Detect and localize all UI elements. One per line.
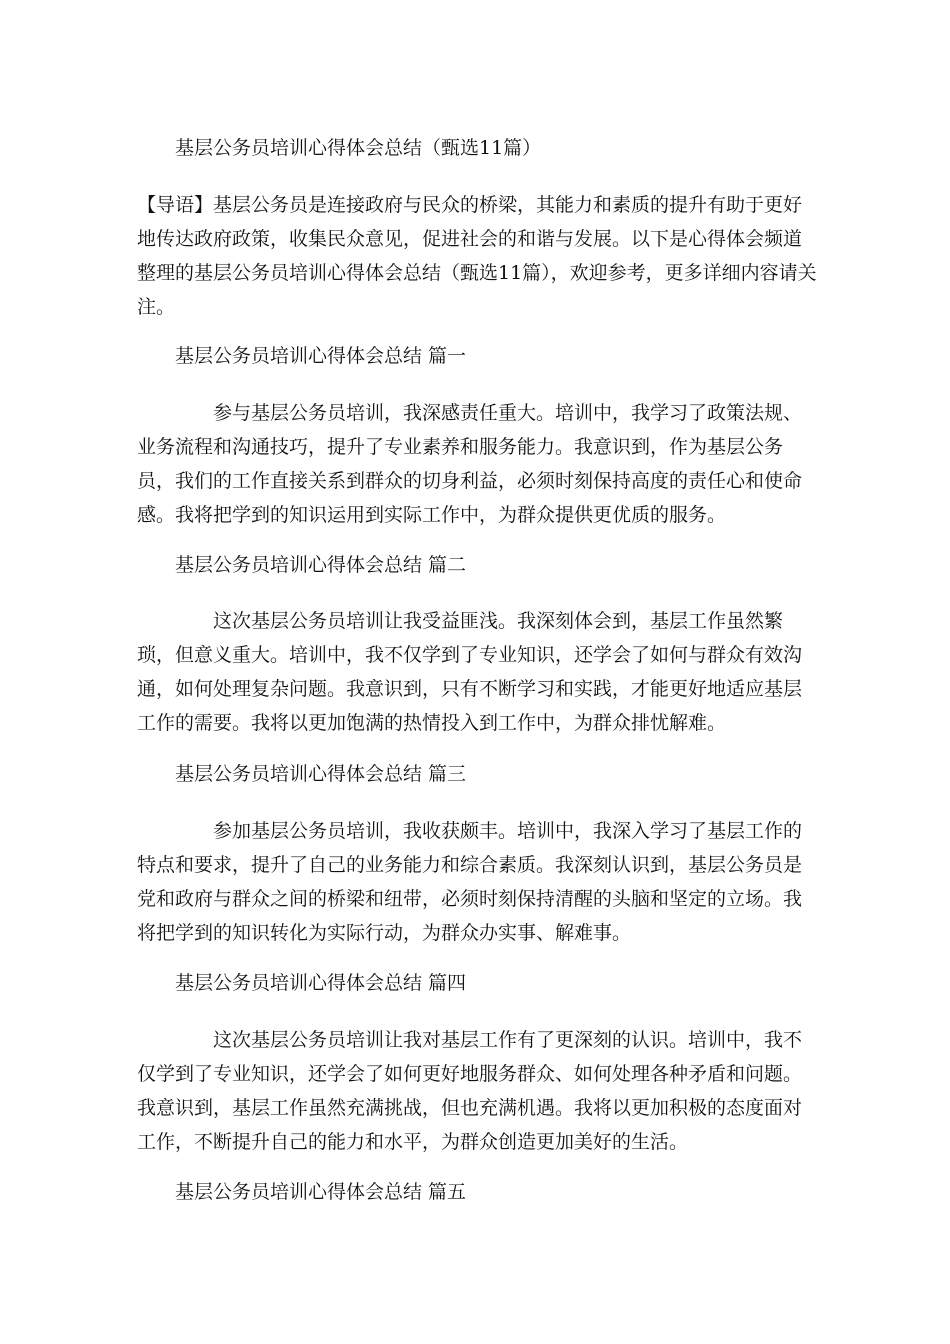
section-heading-1: 基层公务员培训心得体会总结 篇一 xyxy=(175,345,467,367)
section-body-2: 这次基层公务员培训让我受益匪浅。我深刻体会到，基层工作虽然繁琐，但意义重大。培训中，我不仅学到了专业知识，还学会了如何与群众有效沟通，如何处理复杂问题。我意识到，只有不断学习和实践，才能更好地适应基层工作的需要。我将以更加饱满的热情投入到工作中，为群众排忧解难。 xyxy=(137,610,803,734)
intro-paragraph: 【导语】基层公务员是连接政府与民众的桥梁，其能力和素质的提升有助于更好地传达政府政策，收集民众意见，促进社会的和谐与发展。以下是心得体会频道整理的基层公务员培训心得体会总结（甄选11篇），欢迎参考，更多详细内容请关注。 xyxy=(137,194,817,318)
section-body-3: 参加基层公务员培训，我收获颇丰。培训中，我深入学习了基层工作的特点和要求，提升了自己的业务能力和综合素质。我深刻认识到，基层公务员是党和政府与群众之间的桥梁和纽带，必须时刻保持清醒的头脑和坚定的立场。我将把学到的知识转化为实际行动，为群众办实事、解难事。 xyxy=(137,820,803,944)
document-title: 基层公务员培训心得体会总结（甄选11篇） xyxy=(175,137,542,159)
section-heading-2: 基层公务员培训心得体会总结 篇二 xyxy=(175,554,467,576)
section-heading-3: 基层公务员培训心得体会总结 篇三 xyxy=(175,763,467,785)
section-body-4: 这次基层公务员培训让我对基层工作有了更深刻的认识。培训中，我不仅学到了专业知识，还学会了如何更好地服务群众、如何处理各种矛盾和问题。我意识到，基层工作虽然充满挑战，但也充满机遇。我将以更加积极的态度面对工作，不断提升自己的能力和水平，为群众创造更加美好的生活。 xyxy=(137,1029,803,1153)
section-body-1: 参与基层公务员培训，我深感责任重大。培训中，我学习了政策法规、业务流程和沟通技巧，提升了专业素养和服务能力。我意识到，作为基层公务员，我们的工作直接关系到群众的切身利益，必须时刻保持高度的责任心和使命感。我将把学到的知识运用到实际工作中，为群众提供更优质的服务。 xyxy=(137,402,803,526)
section-heading-4: 基层公务员培训心得体会总结 篇四 xyxy=(175,972,467,994)
section-heading-5: 基层公务员培训心得体会总结 篇五 xyxy=(175,1181,467,1203)
